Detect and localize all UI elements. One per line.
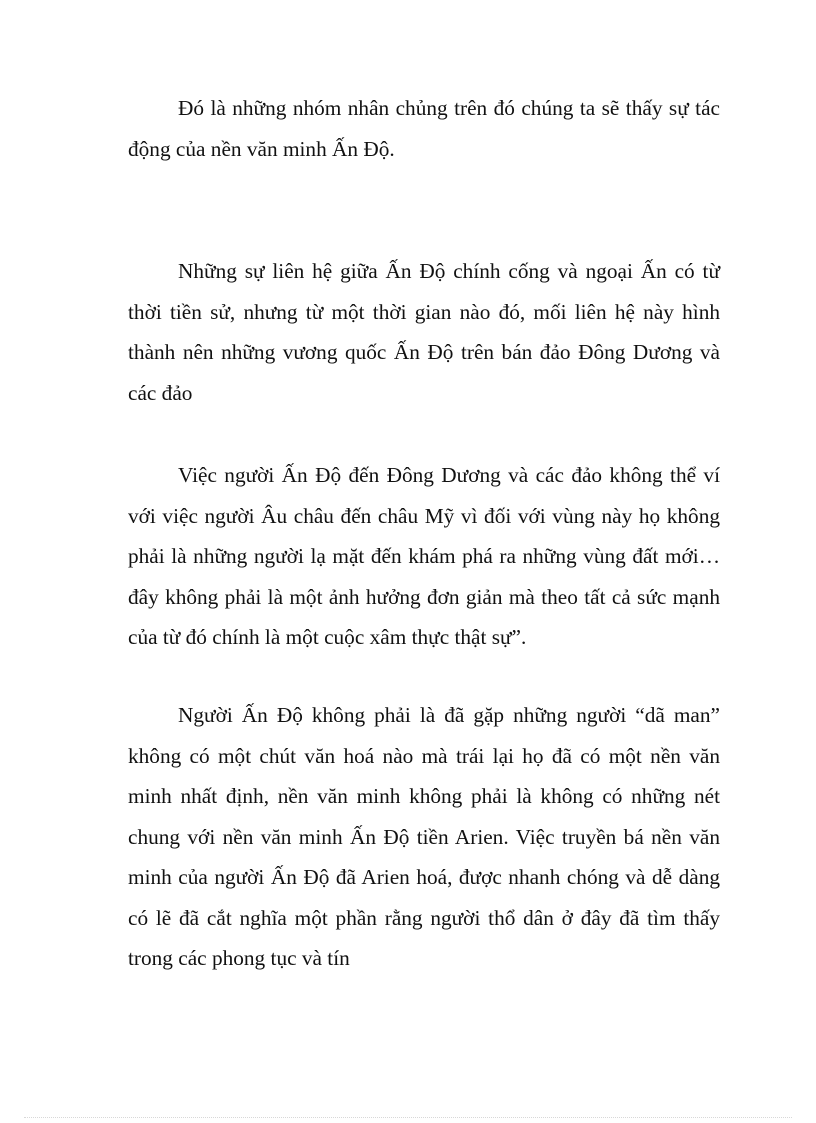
paragraph-2: Những sự liên hệ giữa Ấn Độ chính cống và ngoại Ấn có từ thời tiền sử, nhưng từ một thời gian nào đó, mối liên hệ này hình thành nên những vương quốc Ấn Độ trên bán đảo Đông Dương và các đảo bbox=[128, 259, 720, 405]
paragraph-1: Đó là những nhóm nhân chủng trên đó chúng ta sẽ thấy sự tác động của nền văn minh Ấn Độ. bbox=[128, 96, 720, 161]
paragraph-3: Việc người Ấn Độ đến Đông Dương và các đảo không thể ví với việc người Âu châu đến châu Mỹ vì đối với vùng này họ không phải là những người lạ mặt đến khám phá ra những vùng đất mới… đây không phải là một ảnh hưởng đơn giản mà theo tất cả sức mạnh của từ đó chính là một cuộc xâm thực thật sự”. bbox=[128, 463, 720, 649]
page-bottom-divider bbox=[24, 1117, 792, 1118]
paragraph-4: Người Ấn Độ không phải là đã gặp những người “dã man” không có một chút văn hoá nào mà trái lại họ đã có một nền văn minh nhất định, nền văn minh không phải là không có những nét chung với nền văn minh Ấn Độ tiền Arien. Việc truyền bá nền văn minh của người Ấn Độ đã Arien hoá, được nhanh chóng và dễ dàng có lẽ đã cắt nghĩa một phần rằng người thổ dân ở đây đã tìm thấy trong các phong tục và tín bbox=[128, 703, 720, 970]
